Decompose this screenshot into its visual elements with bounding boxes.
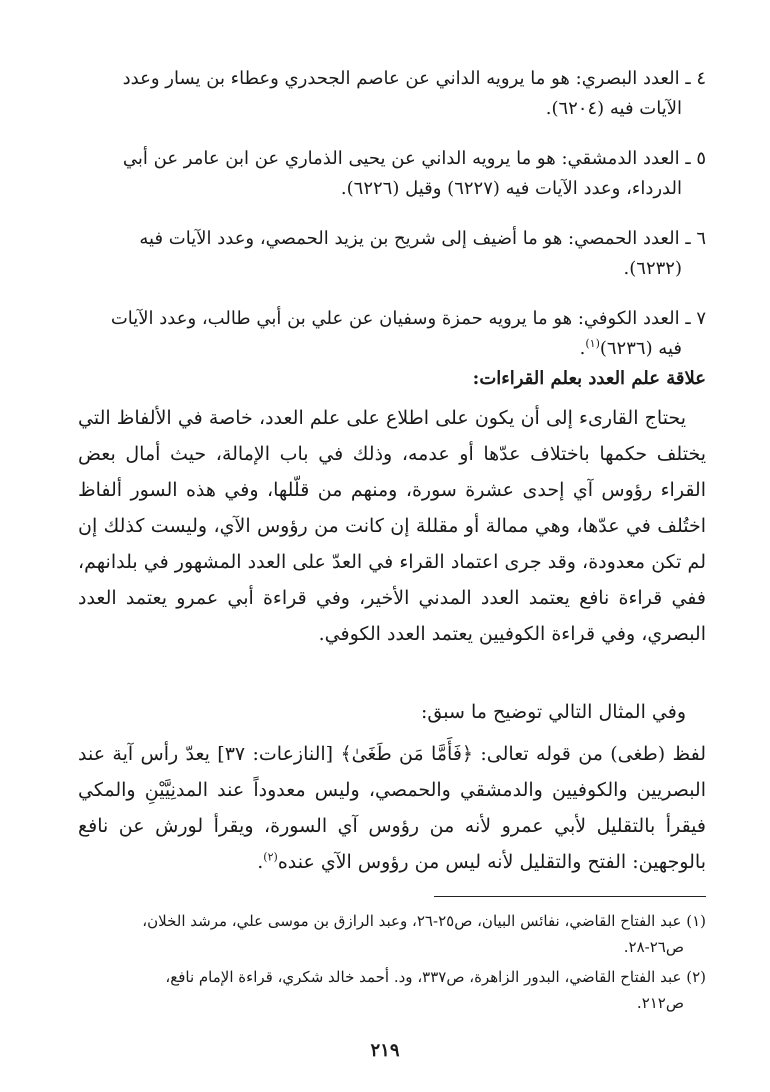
body-paragraph: يحتاج القارىء إلى أن يكون على اطلاع على علم العدد، خاصة في الألفاظ التي يختلف حكمها باختلاف عدّها أو عدمه، وذلك في باب الإمالة، حيث أمال بعض القراء رؤوس آي إحدى عشرة سورة، ومنهم من قلّلها، وفي هذه السور ألفاظ اختُلف في عدّها، وهي ممالة أو مقللة إن كانت من رؤوس الآي، وليست كذلك إن لم تكن معدودة، وقد جرى اعتماد القراء في العدّ على العدد المشهور في بلدانهم، ففي قراءة نافع يعتمد العدد المدني الأخير، وفي قراءة أبي عمرو يعتمد العدد البصري، وفي قراءة الكوفيين يعتمد العدد الكوفي. bbox=[78, 407, 706, 645]
list-item-line: ٦ ـ العدد الحمصي: هو ما أضيف إلى شريح بن يزيد الحمصي، وعدد الآيات فيه bbox=[139, 228, 706, 249]
list-item-text: فيه (٦٢٣٦) bbox=[599, 338, 682, 359]
list-item-himsi bbox=[78, 224, 706, 284]
body-paragraph: وفي المثال التالي توضيح ما سبق: bbox=[421, 701, 686, 723]
body-paragraph bbox=[78, 736, 706, 880]
list-item-line: الآيات فيه (٦٢٠٤). bbox=[545, 98, 682, 119]
footnote-line: ص٢٦-٢٨. bbox=[623, 938, 684, 956]
list-item-line: ٥ ـ العدد الدمشقي: هو ما يرويه الداني عن يحيى الذماري عن ابن عامر عن أبي bbox=[122, 148, 706, 169]
page-number: ٢١٩ bbox=[370, 1040, 400, 1061]
list-item-line: ٧ ـ العدد الكوفي: هو ما يرويه حمزة وسفيان عن علي بن أبي طالب، وعدد الآيات bbox=[110, 308, 706, 329]
footnote bbox=[78, 964, 706, 1016]
list-item-dimashqi bbox=[78, 144, 706, 204]
list-item-line bbox=[78, 334, 706, 364]
footnote bbox=[78, 908, 706, 960]
footnote-ref[interactable]: (٢) bbox=[263, 850, 278, 864]
list-item-line: ٤ ـ العدد البصري: هو ما يرويه الداني عن عاصم الجحدري وعطاء بن يسار وعدد bbox=[122, 68, 706, 89]
footnote-line: (٢) عبد الفتاح القاضي، البدور الزاهرة، ص٣٣٧، ود. أحمد خالد شكري، قراءة الإمام نافع، bbox=[165, 968, 706, 986]
section-heading: علاقة علم العدد بعلم القراءات: bbox=[472, 368, 706, 389]
list-item-kufi bbox=[78, 304, 706, 364]
list-item-basri bbox=[78, 64, 706, 124]
paragraph-text: لفظ (طغى) من قوله تعالى: ﴿فَأَمَّا مَن طَغَىٰ﴾ [النازعات: ٣٧] يعدّ رأس آية عند البصريين والكوفيين والدمشقي والحمصي، وليس معدوداً عند المدنِيَّيْنِ والمكي فيقرأ بالتقليل لأبي عمرو لأنه من رؤوس آي السورة، ويقرأ لورش عن نافع بالوجهين: الفتح والتقليل لأنه ليس من رؤوس الآي عنده bbox=[78, 743, 706, 873]
footnote-divider bbox=[434, 896, 706, 897]
footnote-ref[interactable]: (١) bbox=[585, 337, 600, 350]
footnote-line: ص٢١٢. bbox=[636, 994, 684, 1012]
list-item-line: الدرداء، وعدد الآيات فيه (٦٢٢٧) وقيل (٦٢٢٦). bbox=[340, 178, 682, 199]
footnote-line: (١) عبد الفتاح القاضي، نفائس البيان، ص٢٥-٢٦، وعبد الرازق بن موسى علي، مرشد الخلان، bbox=[142, 912, 706, 930]
paragraph-end: . bbox=[257, 851, 264, 873]
list-item-line: (٦٢٣٢). bbox=[623, 258, 682, 279]
list-item-end: . bbox=[579, 338, 586, 359]
